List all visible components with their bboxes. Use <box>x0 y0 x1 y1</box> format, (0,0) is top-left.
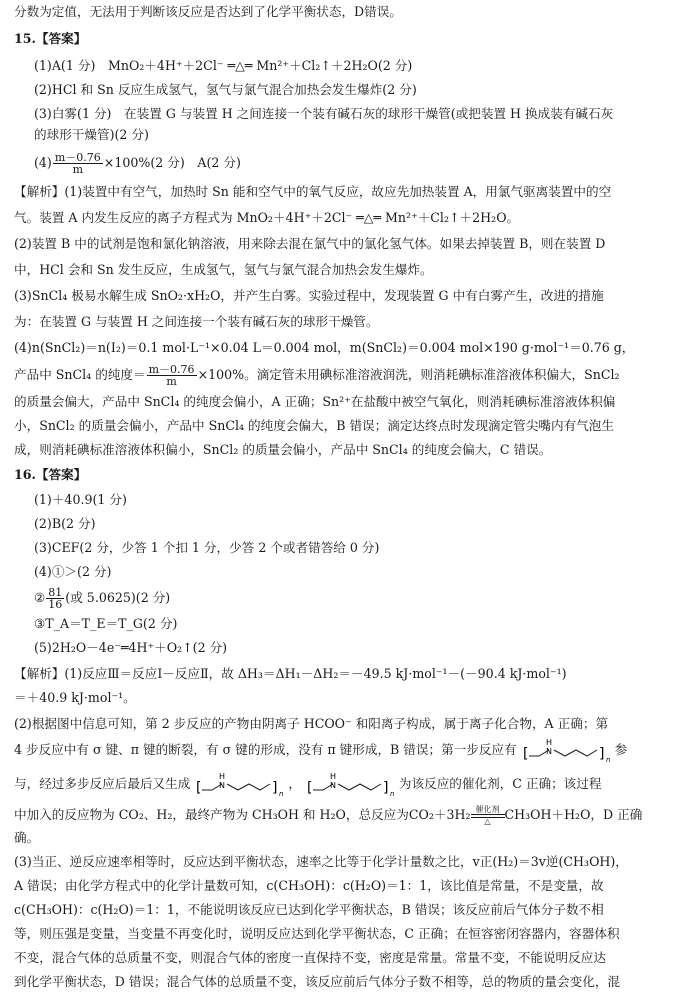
text-segment: 中加入的反应物为 CO₂、H₂，最终产物为 CH₃OH 和 H₂O，总反应为CO₂＋3H₂ <box>14 807 471 822</box>
text-line: 不变，混合气体的总质量不变，则混合气体的密度一直保持不变，密度是常量。常量不变，不能说明反应达 <box>14 950 606 965</box>
text-line: (4)n(SnCl₂)＝n(I₂)＝0.1 mol·L⁻¹×0.04 L＝0.004 mol，m(SnCl₂)＝0.004 mol×190 g·mol⁻¹＝0.76 g， <box>14 340 635 355</box>
fraction-numerator: m－0.76 <box>54 151 101 164</box>
text-segment: 4 步反应中有 σ 键、π 键的断裂，有 σ 键的形成，没有 π 键形成，B 错误；第一步反应有 <box>14 742 517 757</box>
answer-line <box>34 583 680 613</box>
svg-text:]: ] <box>382 779 389 796</box>
text-line: (1)A(1 分) MnO₂＋4H⁺＋2Cl⁻ ═△═ Mn²⁺＋Cl₂↑＋2H₂O(2 分) <box>34 58 413 73</box>
subscript-label: n <box>605 755 611 764</box>
nitrogen-label: N <box>329 780 336 790</box>
answer-prefix: (4) <box>34 155 52 170</box>
text-line: 确。 <box>14 830 40 845</box>
answer-tail: (或 5.0625)(2 分) <box>65 590 171 605</box>
svg-text:[: [ <box>306 779 313 796</box>
text-line: (1)＋40.9(1 分) <box>34 492 127 507</box>
svg-text:]: ] <box>598 745 605 762</box>
purity-line <box>14 360 680 390</box>
polymer-structure-icon <box>303 770 397 800</box>
fraction <box>46 587 64 610</box>
text-line: 等，则压强是变量，当变量不再变化时，说明反应达到化学平衡状态，C 正确；在恒容密闭容器内，容器体积 <box>14 926 620 941</box>
text-line: (2)B(2 分) <box>34 516 96 531</box>
polymer-structure-icon <box>519 736 613 766</box>
fraction <box>53 152 103 175</box>
text-line: ③T_A＝T_E＝T_G(2 分) <box>34 616 178 631</box>
text-line: 的质量会偏大，产品中 SnCl₄ 的纯度会偏小，A 正确；Sn²⁺在盐酸中被空气氧化，则消耗碘标准溶液体积偏 <box>14 394 616 409</box>
text-line: 中，HCl 会和 Sn 发生反应，生成氢气，氢气与氯气混合加热会发生爆炸。 <box>14 262 433 277</box>
subscript-label: n <box>279 789 284 798</box>
text-line: (3)SnCl₄ 极易水解生成 SnO₂·xH₂O，并产生白雾。实验过程中，发现装置 G 中有白雾产生，改进的措施 <box>14 288 604 303</box>
svg-text:[: [ <box>196 779 202 796</box>
text-line: 到化学平衡状态，D 错误；混合气体的总质量不变，该反应前后气体分子数不相等，总的物质的量会变化，混 <box>14 974 621 989</box>
text-line: 的球形干燥管)(2 分) <box>34 127 149 142</box>
hydrogen-label: H <box>219 771 226 781</box>
heat-label: △ <box>484 816 491 826</box>
hydrogen-label: H <box>329 771 336 781</box>
reaction-arrow <box>471 806 505 826</box>
question-heading: 15.【答案】 <box>14 31 87 46</box>
polymer-structure-icon <box>192 770 286 800</box>
nitrogen-label: N <box>545 746 552 756</box>
text-line: (3)白雾(1 分) 在装置 G 与装置 H 之间连接一个装有碱石灰的球形干燥管(或把装置 H 换成装有碱石灰 <box>34 106 614 121</box>
subscript-label: n <box>389 789 395 798</box>
analysis-line: 【解析】(1)反应Ⅲ＝反应Ⅰ－反应Ⅱ，故 ΔH₃＝ΔH₁－ΔH₂＝－49.5 kJ·mol⁻¹－(－90.4 kJ·mol⁻¹) <box>14 666 567 681</box>
analysis-line: 【解析】(1)装置中有空气，加热时 Sn 能和空气中的氧气反应，故应先加热装置 A，用氯气驱离装置中的空 <box>14 184 612 199</box>
question-heading: 16.【答案】 <box>14 467 87 482</box>
fraction <box>147 364 197 387</box>
purity-prefix: 产品中 SnCl₄ 的纯度＝ <box>14 367 146 382</box>
text-line-with-structure <box>14 734 680 766</box>
text-line: (5)2H₂O－4e⁻═4H⁺＋O₂↑(2 分) <box>34 640 228 655</box>
text-segment: 参 <box>614 742 628 757</box>
text-line: ＝＋40.9 kJ·mol⁻¹。 <box>14 690 136 705</box>
text-line: A 错误；由化学方程式中的化学计量数可知，c(CH₃OH)：c(H₂O)＝1：1，该比值是常量，不是变量，故 <box>14 878 604 893</box>
text-line: 小，SnCl₂ 的质量会偏小，产品中 SnCl₄ 的纯度会偏大，B 错误；滴定达终点时发现滴定管尖嘴内有气泡生 <box>14 418 614 433</box>
svg-text:]: ] <box>272 779 278 796</box>
answer-tail: ×100%(2 分) A(2 分) <box>103 155 241 170</box>
text-segment: 与，经过多步反应后最后又生成 <box>14 776 191 791</box>
text-line: 分数为定值，无法用于判断该反应是否达到了化学平衡状态，D错误。 <box>14 4 402 19</box>
text-segment: CH₃OH＋H₂O，D 正确 <box>504 807 643 822</box>
fraction-denominator: m <box>72 163 84 176</box>
text-line: 气。装置 A 内发生反应的离子方程式为 MnO₂＋4H⁺＋2Cl⁻ ═△═ Mn²⁺＋Cl₂↑＋2H₂O。 <box>14 210 520 225</box>
fraction-numerator: 81 <box>48 586 63 599</box>
fraction-denominator: m <box>166 375 177 388</box>
text-line: 为：在装置 G 与装置 H 之间连接一个装有碱石灰的球形干燥管。 <box>14 314 379 329</box>
text-line: 成，则消耗碘标准溶液体积偏小，SnCl₂ 的质量会偏小，产品中 SnCl₄ 的纯度会偏大，C 错误。 <box>14 442 552 457</box>
answer-prefix: ② <box>34 590 46 605</box>
text-line: (2)HCl 和 Sn 反应生成氢气，氢气与氯气混合加热会发生爆炸(2 分) <box>34 82 417 97</box>
nitrogen-label: N <box>219 780 226 790</box>
overall-reaction-line <box>14 800 680 830</box>
text-line-with-structure <box>14 768 680 800</box>
text-line: c(CH₃OH)：c(H₂O)＝1：1，不能说明该反应已达到化学平衡状态，B 错误；该反应前后气体分子数不相 <box>14 902 604 917</box>
catalyst-label: 催化剂 <box>475 804 500 814</box>
text-segment: 为该反应的催化剂，C 正确；该过程 <box>398 776 602 791</box>
text-line: (2)装置 B 中的试剂是饱和氯化钠溶液，用来除去混在氯气中的氯化氢气体。如果去掉装置 B，则在装置 D <box>14 236 606 251</box>
purity-tail: ×100%。滴定管未用碘标准溶液润洗，则消耗碘标准溶液体积偏大，SnCl₂ <box>197 367 620 382</box>
text-line: (3)当正、逆反应速率相等时，反应达到平衡状态，速率之比等于化学计量数之比，v正(H₂)＝3v逆(CH₃OH)， <box>14 854 628 869</box>
fraction-numerator: m－0.76 <box>148 363 195 376</box>
text-segment: ， <box>288 776 301 791</box>
text-line: (3)CEF(2 分，少答 1 个扣 1 分，少答 2 个或者错答给 0 分) <box>34 540 380 555</box>
answer-line <box>34 148 680 178</box>
text-line: (4)①＞(2 分) <box>34 564 112 579</box>
fraction-denominator: 16 <box>48 598 63 611</box>
text-line: (2)根据图中信息可知，第 2 步反应的产物由阴离子 HCOO⁻ 和阳离子构成，属于离子化合物，A 正确；第 <box>14 716 609 731</box>
svg-text:[: [ <box>522 745 529 762</box>
hydrogen-label: H <box>545 737 552 747</box>
